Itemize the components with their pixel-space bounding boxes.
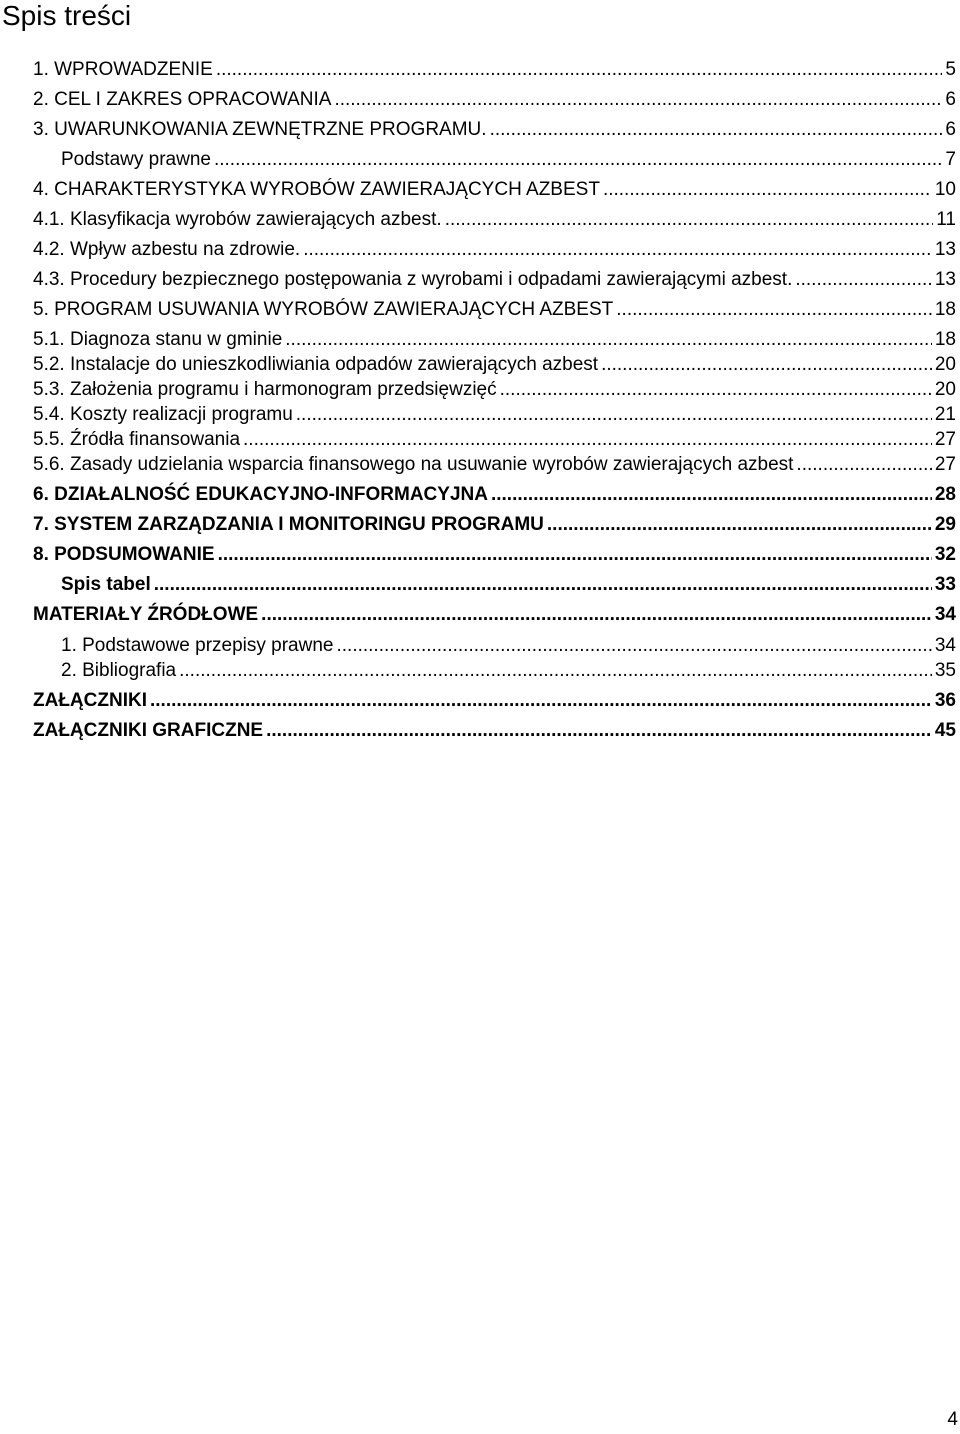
toc-entry-page: 13 (934, 269, 956, 290)
toc-entry-page: 29 (934, 514, 956, 535)
toc-entry-page: 33 (934, 574, 956, 595)
toc-entry-label: 6. DZIAŁALNOŚĆ EDUKACYJNO-INFORMACYJNA (33, 484, 488, 505)
toc-entry-5-6[interactable] (33, 453, 956, 477)
toc-entry-page: 34 (934, 604, 956, 625)
toc-entry-label: 4.2. Wpływ azbestu na zdrowie. (33, 239, 301, 260)
toc-entry-4-1[interactable] (33, 208, 956, 232)
toc-entry-page: 32 (934, 544, 956, 565)
toc-entry-label: 5.6. Zasady udzielania wsparcia finansowego na usuwanie wyrobów zawierających azbest (33, 454, 794, 475)
toc-entry-wprowadzenie[interactable] (33, 58, 956, 82)
toc-entry-przepisy[interactable] (61, 634, 956, 658)
toc-entry-page: 20 (934, 354, 956, 375)
toc-entry-page: 5 (945, 59, 956, 80)
toc-entry-5-2[interactable] (33, 353, 956, 377)
toc-entry-page: 11 (936, 209, 956, 230)
toc-entry-5-1[interactable] (33, 328, 956, 352)
toc-entry-uwarunkowania[interactable] (33, 118, 956, 142)
toc-entry-label: 2. Bibliografia (61, 660, 177, 681)
toc-entry-page: 6 (945, 119, 956, 140)
toc-entry-label: 5.1. Diagnoza stanu w gminie (33, 329, 283, 350)
toc-entry-label: Spis tabel (61, 574, 151, 595)
toc-entry-label: 5.5. Źródła finansowania (33, 429, 241, 450)
toc-entry-4-3[interactable] (33, 268, 956, 292)
toc-entry-label: 5. PROGRAM USUWANIA WYROBÓW ZAWIERAJĄCYCH AZBEST (33, 299, 614, 320)
toc-entry-label: 4.3. Procedury bezpiecznego postępowania z wyrobami i odpadami zawierającymi azbest. (33, 269, 793, 290)
page-title: Spis treści (2, 0, 132, 31)
toc-entry-label: 2. CEL I ZAKRES OPRACOWANIA (33, 89, 332, 110)
page-number: 4 (947, 1409, 958, 1430)
toc-entry-charakterystyka[interactable] (33, 178, 956, 202)
toc-entry-page: 7 (945, 149, 956, 170)
toc-entry-label: 5.2. Instalacje do unieszkodliwiania odpadów zawierających azbest (33, 354, 599, 375)
toc-entry-5-3[interactable] (33, 378, 956, 402)
toc-entry-page: 27 (934, 429, 956, 450)
toc-entry-page: 13 (934, 239, 956, 260)
toc-entry-label: MATERIAŁY ŹRÓDŁOWE (33, 604, 259, 625)
toc-entry-label: 8. PODSUMOWANIE (33, 544, 215, 565)
toc-entry-label: 5.4. Koszty realizacji programu (33, 404, 293, 425)
toc-entry-label: 4.1. Klasyfikacja wyrobów zawierających azbest. (33, 209, 442, 230)
toc-entry-bibliografia[interactable] (61, 659, 956, 683)
toc-entry-label: 3. UWARUNKOWANIA ZEWNĘTRZNE PROGRAMU. (33, 119, 487, 140)
toc-entry-page: 18 (934, 299, 956, 320)
toc-entry-zalaczniki-graficzne[interactable] (33, 719, 956, 743)
toc-entry-page: 34 (934, 635, 956, 656)
toc-entry-label: 1. Podstawowe przepisy prawne (61, 635, 334, 656)
toc-entry-label: 5.3. Założenia programu i harmonogram przedsięwzięć (33, 379, 497, 400)
toc-entry-label: 7. SYSTEM ZARZĄDZANIA I MONITORINGU PROGRAMU (33, 514, 544, 535)
toc-entry-label: 1. WPROWADZENIE (33, 59, 213, 80)
toc-entry-podsumowanie[interactable] (33, 543, 956, 567)
toc-entry-page: 21 (934, 404, 956, 425)
toc-entry-page: 6 (945, 89, 956, 110)
toc-entry-label: Podstawy prawne (61, 149, 211, 170)
toc-entry-label: 4. CHARAKTERYSTYKA WYROBÓW ZAWIERAJĄCYCH AZBEST (33, 179, 600, 200)
toc-entry-cel[interactable] (33, 88, 956, 112)
toc-entry-program[interactable] (33, 298, 956, 322)
toc-entry-page: 45 (934, 720, 956, 741)
toc-entry-page: 20 (934, 379, 956, 400)
toc-entry-page: 27 (934, 454, 956, 475)
toc-entry-4-2[interactable] (33, 238, 956, 262)
toc-entry-page: 18 (934, 329, 956, 350)
toc-entry-dzialalnosc[interactable] (33, 483, 956, 507)
toc-entry-materialy[interactable] (33, 603, 956, 627)
toc-entry-system[interactable] (33, 513, 956, 537)
toc-entry-5-5[interactable] (33, 428, 956, 452)
toc-entry-page: 35 (934, 660, 956, 681)
toc-entry-5-4[interactable] (33, 403, 956, 427)
toc-entry-zalaczniki[interactable] (33, 689, 956, 713)
toc-entry-label: ZAŁĄCZNIKI GRAFICZNE (33, 720, 264, 741)
toc-entry-page: 36 (934, 690, 956, 711)
toc-entry-label: ZAŁĄCZNIKI (33, 690, 147, 711)
toc-entry-page: 28 (934, 484, 956, 505)
toc-entry-spis-tabel[interactable] (61, 573, 956, 597)
toc-entry-page: 10 (934, 179, 956, 200)
toc-entry-podstawy-prawne[interactable] (61, 148, 956, 172)
